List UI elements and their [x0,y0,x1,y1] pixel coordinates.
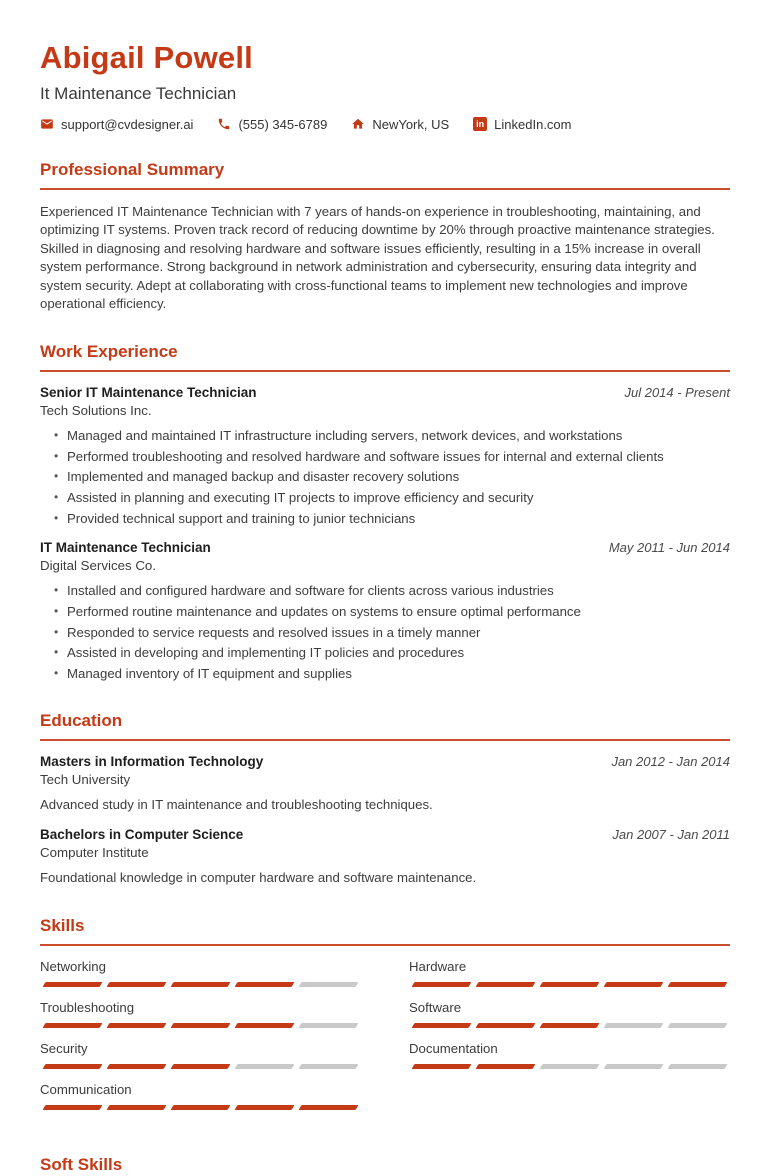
person-job-title: It Maintenance Technician [40,83,237,103]
skill-segment-filled [476,1064,536,1069]
skill-segment-filled [43,1064,103,1069]
person-name: Abigail Powell [40,40,253,75]
job-bullet: • Assisted in developing and implementing IT policies and procedures [54,644,730,662]
skill-level-bar [40,1105,361,1110]
skill-segment-filled [299,1105,359,1110]
skill-segment-filled [43,1023,103,1028]
summary-text: Experienced IT Maintenance Technician with 7 years of hands-on experience in troubleshooting, maintaining, and optimizing IT systems. Proven track record of reducing downtime by 20% through proactive maintenance strategies. Skilled in diagnosing and resolving hardware and software issues efficiently, resulting in a 15% increase in overall system performance. Strong background in network administration and cybersecurity, ensuring data integrity and system security. Adept at collaborating with cross-functional teams to implement new technologies and improve operational efficiency. [40,203,715,312]
education-entry [40,754,730,814]
degree-description: Advanced study in IT maintenance and troubleshooting techniques. [40,796,433,812]
skill-item [40,1082,361,1110]
skill-segment-filled [668,982,728,987]
section-work-experience [40,341,730,683]
linkedin-icon: in [473,117,487,131]
home-icon [351,117,365,131]
contact-phone[interactable] [217,117,327,132]
skill-segment-empty [668,1023,728,1028]
skill-name: Software [409,1000,462,1016]
skill-item [409,1041,730,1069]
section-divider [40,370,730,372]
section-professional-summary [40,159,730,314]
skill-segment-filled [235,1023,295,1028]
skills-column-right [409,959,730,1123]
job-company: Tech Solutions Inc. [40,402,152,418]
degree-school: Computer Institute [40,845,149,861]
skill-item [409,959,730,987]
skill-segment-empty [299,982,359,987]
skill-segment-filled [476,982,536,987]
job-dates: Jul 2014 - Present [624,384,730,400]
job-bullet-list [40,427,730,527]
skill-item [40,959,361,987]
skill-segment-filled [171,1064,231,1069]
contact-phone-text: (555) 345-6789 [238,116,328,132]
skill-segment-filled [235,982,295,987]
skill-segment-filled [107,1023,167,1028]
skill-name: Troubleshooting [40,1000,135,1016]
skill-level-bar [409,1064,730,1069]
resume-header [40,40,730,132]
contact-linkedin[interactable] [473,117,571,132]
skill-segment-empty [604,1064,664,1069]
skill-segment-empty [604,1023,664,1028]
skill-segment-filled [43,982,103,987]
job-bullet: • Performed routine maintenance and updates on systems to ensure optimal performance [54,603,730,621]
section-heading-education: Education [40,710,123,730]
skill-segment-filled [604,982,664,987]
job-bullet: • Installed and configured hardware and software for clients across various industries [54,582,730,600]
job-bullet: • Managed inventory of IT equipment and supplies [54,665,730,683]
section-skills [40,915,730,1123]
skill-segment-empty [235,1064,295,1069]
section-heading-soft-skills: Soft Skills [40,1155,123,1175]
skill-segment-empty [299,1023,359,1028]
skill-segment-filled [412,1023,472,1028]
skill-level-bar [40,1064,361,1069]
section-divider [40,944,730,946]
skill-segment-filled [43,1105,103,1110]
job-bullet: • Assisted in planning and executing IT projects to improve efficiency and security [54,489,730,507]
skill-segment-filled [476,1023,536,1028]
degree-description: Foundational knowledge in computer hardware and software maintenance. [40,870,477,886]
degree-title: Masters in Information Technology [40,753,264,769]
skill-segment-filled [540,1023,600,1028]
skill-segment-filled [107,1105,167,1110]
phone-icon [217,117,231,131]
skill-level-bar [409,1023,730,1028]
skill-segment-filled [235,1105,295,1110]
job-bullet: • Performed troubleshooting and resolved hardware and software issues for internal and external clients [54,448,730,466]
job-entry [40,385,730,527]
contact-location[interactable] [351,117,449,132]
education-entry [40,827,730,887]
skills-grid [40,959,730,1123]
contact-location-text: NewYork, US [372,116,450,132]
skill-name: Communication [40,1082,132,1098]
skill-segment-filled [171,1023,231,1028]
job-company: Digital Services Co. [40,558,157,574]
skill-item [40,1000,361,1028]
skill-level-bar [409,982,730,987]
skill-segment-filled [412,982,472,987]
skills-column-left [40,959,361,1123]
section-education [40,710,730,888]
skill-segment-empty [540,1064,600,1069]
job-bullet: • Implemented and managed backup and disaster recovery solutions [54,468,730,486]
job-entry [40,540,730,682]
job-bullet: • Provided technical support and training to junior technicians [54,510,730,528]
job-bullet: • Responded to service requests and resolved issues in a timely manner [54,624,730,642]
skill-name: Documentation [409,1041,498,1057]
degree-dates: Jan 2007 - Jan 2011 [612,827,730,843]
job-bullet: • Managed and maintained IT infrastructure including servers, network devices, and workstations [54,427,730,445]
skill-segment-filled [412,1064,472,1069]
section-divider [40,739,730,741]
section-heading-summary: Professional Summary [40,159,225,179]
email-icon [40,117,54,131]
skill-item [40,1041,361,1069]
job-title: IT Maintenance Technician [40,540,211,556]
section-heading-work: Work Experience [40,341,178,361]
contact-row [40,117,730,132]
skill-segment-empty [668,1064,728,1069]
skill-segment-filled [107,1064,167,1069]
job-bullet-list [40,582,730,682]
contact-linkedin-text: LinkedIn.com [494,116,572,132]
degree-dates: Jan 2012 - Jan 2014 [611,753,730,769]
section-divider [40,188,730,190]
skill-segment-filled [107,982,167,987]
job-dates: May 2011 - Jun 2014 [608,540,730,556]
skill-item [409,1000,730,1028]
skill-level-bar [40,982,361,987]
skill-segment-filled [171,1105,231,1110]
skill-name: Security [40,1041,88,1057]
job-title: Senior IT Maintenance Technician [40,384,257,400]
degree-title: Bachelors in Computer Science [40,827,244,843]
skill-level-bar [40,1023,361,1028]
contact-email[interactable] [40,117,193,132]
skill-name: Hardware [409,959,467,975]
section-heading-skills: Skills [40,915,85,935]
skill-name: Networking [40,959,106,975]
contact-email-text: support@cvdesigner.ai [61,116,194,132]
skill-segment-filled [171,982,231,987]
skill-segment-filled [540,982,600,987]
skill-segment-empty [299,1064,359,1069]
degree-school: Tech University [40,771,131,787]
section-soft-skills [40,1154,730,1176]
